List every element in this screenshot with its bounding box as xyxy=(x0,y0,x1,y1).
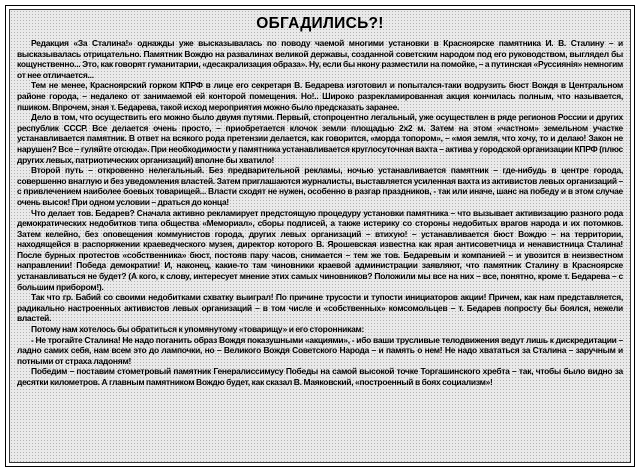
article-paragraph-4: Второй путь – откровенно нелегальный. Без предварительной рекламы, ночью устанавливается памятник – где-нибудь в центре города, совершенно внаглую и без уведомления властей. Затем приглашаются журналисты, выставляется усиленная вахта из активистов левых организаций – с привлечением наиболее боевых товарищей... Власти сходят не нужен, особенно в разгар праздников, - так или иначе, шанс на победу и в этом случае очень высок! При одном условии – драться до конца! xyxy=(17,165,623,207)
article-paragraph-3: Дело в том, что осуществить его можно было двумя путями. Первый, стопроцентно легальный, уже осуществлен в ряде регионов России и других республик СССР. Все делается очень просто, – приобретается клочок земли площадью 2x2 м. Затем на этом «частном» земельном участке устанавливается памятник. В ответ на всякого рода претензии делается, как говорится, «морда топором», – «моя земля, что хочу, то и делаю! Закон не нарушен? Все – гуляйте отсюда». При необходимости у памятника устанавливается круглосуточная вахта – актива у городской организации КПРФ (плюс других левых, патриотических организаций) вполне бы хватило! xyxy=(17,112,623,165)
article-paragraph-9: Победим – поставим стометровый памятник Генералиссимусу Победы на самой высокой точке Торгашинского хребта – так, чтобы было видно за десятки километров. А главным памятником Вождю будет, как сказал В. Маяковский, «построенный в боях социализм»! xyxy=(17,366,623,387)
article-paragraph-8: - Не трогайте Сталина! Не надо поганить образ Вождя показушными «акциями», - ибо ваши трусливые телодвижения ведут лишь к дискредитации – ладно самих себя, нам всем это до лампочки, но – Великого Вождя Советского Народа – и память о нем! Не надо хвататься за Сталина – заручным и потными от страха ладоням! xyxy=(17,334,623,366)
article-paragraph-5: Что делает тов. Бедарев? Сначала активно рекламирует предстоящую процедуру установки памятника – что вызывает активизацию разного рода демократических недобитков типа общества «Мемориал», сборы подписей, а также истерику со стороны недобитых врагов народа и их потомков. Затем келейно, без оповещения коммунистов города, других левых организаций – втихую! – устанавливается бюст Вождю – на территории, находящейся в распоряжении краеведческого музея, директор которого В. Ярошевская известна как ярая антисоветчица и ненавистница Сталина! После бурных протестов «собственника» бюст, постояв пару часов, снимается – тем же тов. Бедаревым и компанией – и увозится в неизвестном направлении! Победа демократии! И, наконец, какие-то там чиновники краевой администрации заявляют, что памятник Сталину в Красноярске устанавливаться не будет? (А кого, к слову, интересует мнение этих самых чиновников? Положили мы все на них – все, понятно, кроме т. Бедарева – с большим прибором!). xyxy=(17,207,623,292)
article-title: ОБГАДИЛИСЬ?! xyxy=(256,15,384,32)
article-box xyxy=(9,9,631,463)
article-paragraph-6: Так что гр. Бабий со своими недобитками схватку выиграл! По причине трусости и тупости инициаторов акции! Причем, как нам представляется, радикально настроенных активистов левых организаций – в том числе и «собственных» комсомольцев – т. Бедарев попросту бы боялся, нежели властей. xyxy=(17,292,623,324)
article-frame xyxy=(5,5,635,467)
article-paragraph-7: Потому нам хотелось бы обратиться к упомянутому «товарищу» и его сторонникам: xyxy=(31,324,365,335)
article-paragraph-2: Тем не менее, Красноярский горком КПРФ в лице его секретаря В. Бедарева изготовил и попытался-таки водрузить бюст Вождя в Центральном районе города, – недалеко от занимаемой ей конторой помещения. Но!.. Широко разрекламированная акция кончилась полным, что называется, пшиком. Впрочем, зная т. Бедарева, такой исход мероприятия можно было предсказать заранее. xyxy=(17,80,623,112)
article-paragraph-1: Редакция «За Сталина!» однажды уже высказывалась по поводу чаемой многими установки в Красноярске памятника И. В. Сталину – и высказывалась отрицательно. Памятник Вождю на развалинах великой державы, созданной советским народом под его руководством, выглядел бы кощунственно... Это, как говорят гуманитарии, «десакрализация образа». Ну, если бы нкону разместили на помойке, – а путинская «Руссиянія» немногим от нее отличается... xyxy=(17,38,623,80)
